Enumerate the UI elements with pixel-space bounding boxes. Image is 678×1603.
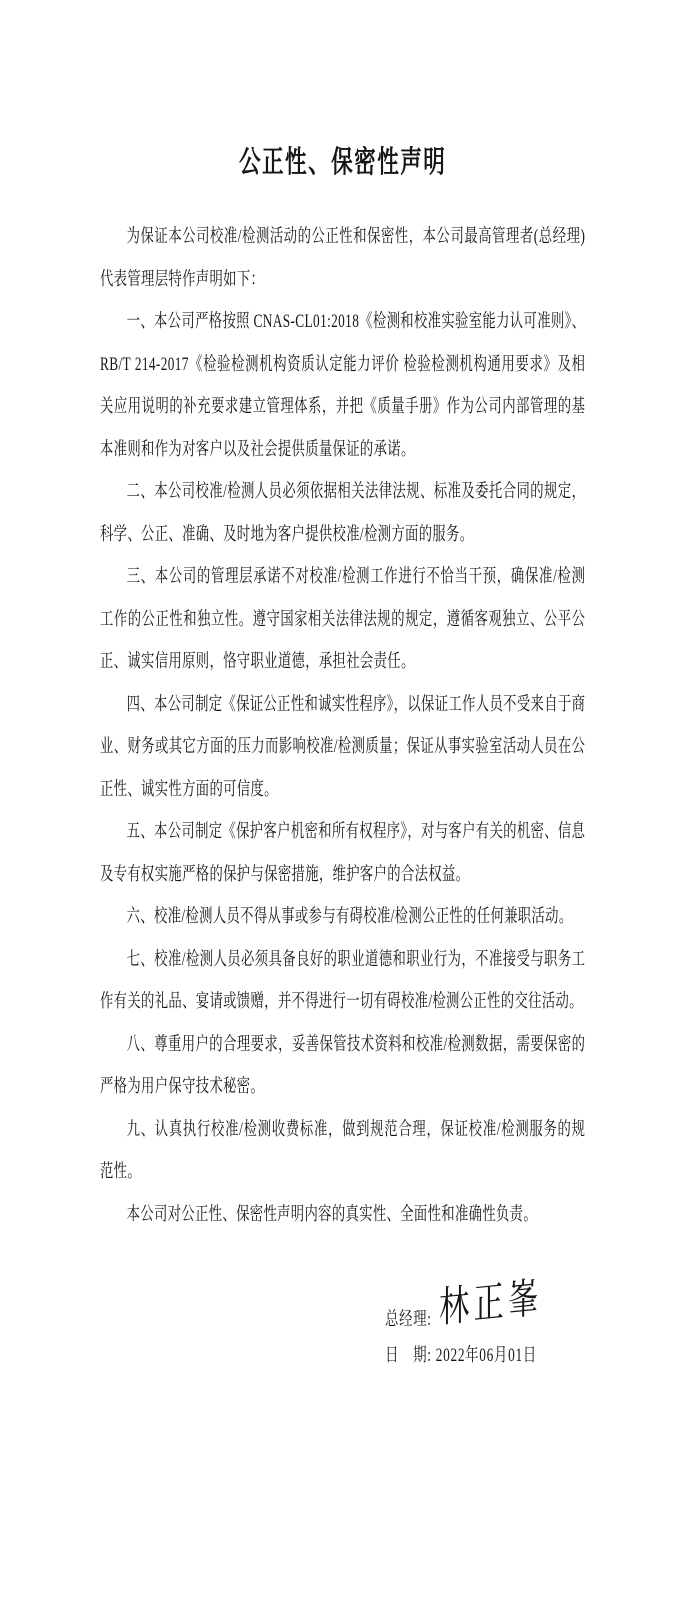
date-value: 2022年06月01日 [435, 1346, 537, 1366]
manager-handwritten-signature: 林正峯 [438, 1275, 543, 1332]
paragraph-closing: 本公司对公正性、保密性声明内容的真实性、全面性和准确性负责。 [126, 1204, 538, 1225]
paragraph-item-8: 八、尊重用户的合理要求，妥善保管技术资料和校准/检测数据，需要保密的严格为用户保守技术秘密。 [100, 1034, 586, 1097]
date-label: 日 期: [385, 1346, 432, 1366]
manager-role-label: 总经理: [385, 1310, 432, 1330]
paragraph-item-9: 九、认真执行校准/检测收费标准，做到规范合理，保证校准/检测服务的规范性。 [100, 1119, 586, 1182]
paragraph-item-3: 三、本公司的管理层承诺不对校准/检测工作进行不恰当干预，确保准/检测工作的公正性和独立性。遵守国家相关法律法规的规定，遵循客观独立、公平公正、诚实信用原则，恪守职业道德，承担社会责任。 [100, 567, 586, 672]
paragraph-item-5: 五、本公司制定《保护客户机密和所有权程序》，对与客户有关的机密、信息及专有权实施严格的保护与保密措施，维护客户的合法权益。 [100, 822, 586, 885]
page-title: 公正性、保密性声明 [238, 146, 447, 179]
paragraph-item-6: 六、校准/检测人员不得从事或参与有碍校准/检测公正性的任何兼职活动。 [126, 907, 573, 927]
manager-signature-row [385, 1276, 579, 1334]
paragraph-item-2: 二、本公司校准/检测人员必须依据相关法律法规、标准及委托合同的规定，科学、公正、准确、及时地为客户提供校准/检测方面的服务。 [100, 482, 586, 545]
document-body [100, 216, 585, 1236]
signature-block [385, 1276, 579, 1369]
document-content [100, 146, 585, 1369]
paragraph-intro: 为保证本公司校准/检测活动的公正性和保密性，本公司最高管理者(总经理)代表管理层特作声明如下： [100, 227, 586, 290]
paragraph-item-7: 七、校准/检测人员必须具备良好的职业道德和职业行为，不准接受与职务工作有关的礼品、宴请或馈赠，并不得进行一切有碍校准/检测公正性的交往活动。 [100, 949, 586, 1012]
date-row [385, 1343, 579, 1369]
paragraph-item-4: 四、本公司制定《保证公正性和诚实性程序》，以保证工作人员不受来自于商业、财务或其它方面的压力而影响校准/检测质量；保证从事实验室活动人员在公正性、诚实性方面的可信度。 [100, 694, 586, 800]
paragraph-item-1: 一、本公司严格按照 CNAS-CL01:2018《检测和校准实验室能力认可准则》、RB/T 214-2017《检验检测机构资质认定能力评价 检验检测机构通用要求》及相关应用说明的补充要求建立管理体系，并把《质量手册》作为公司内部管理的基本准则和作为对客户以及社会提供质量保证的承诺。 [100, 312, 586, 460]
